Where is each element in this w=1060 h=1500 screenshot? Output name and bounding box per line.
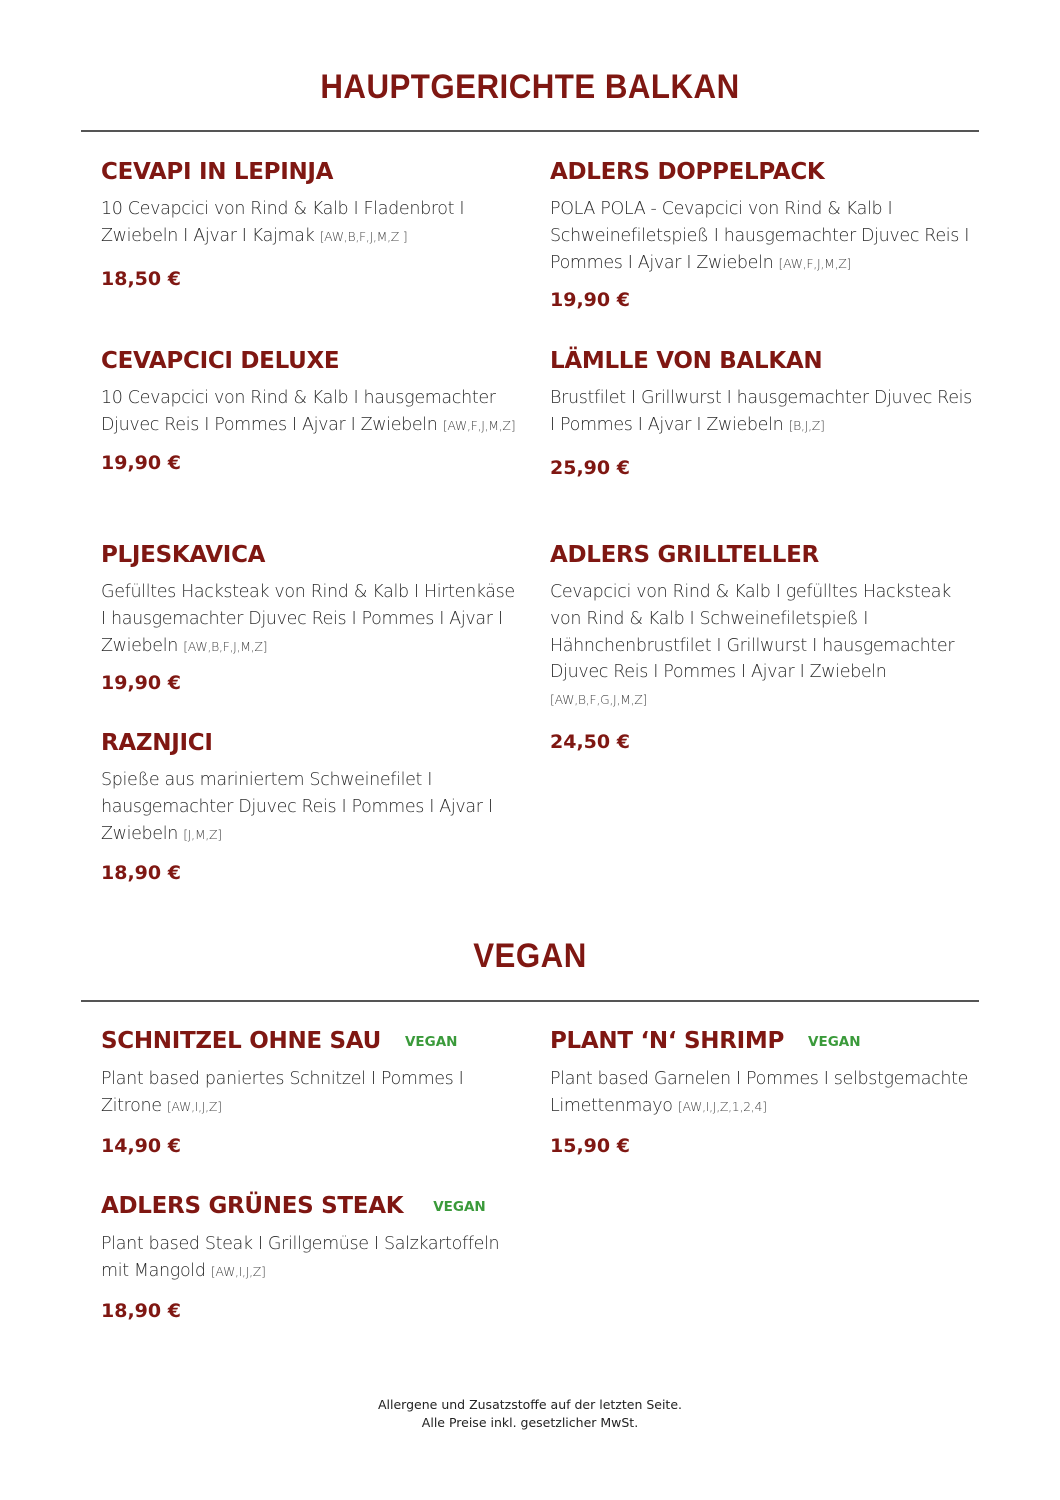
item-price: 19,90 € bbox=[101, 451, 181, 474]
item-description: Gefülltes Hacksteak von Rind & Kalb I Hirtenkäse I hausgemachter Djuvec Reis I Pommes I Ajvar I Zwiebeln [AW,B,F,J,M,Z] bbox=[101, 582, 515, 656]
item-description: 10 Cevapcici von Rind & Kalb I hausgemachter Djuvec Reis I Pommes I Ajvar I Zwiebeln [AW,F,J,M,Z] bbox=[101, 388, 516, 435]
vegan-badge: VEGAN bbox=[808, 1034, 861, 1050]
item-price: 18,50 € bbox=[101, 267, 181, 290]
menu-item-raznjici bbox=[101, 729, 521, 884]
section-title-vegan: VEGAN bbox=[473, 937, 587, 975]
item-name: PLJESKAVICA bbox=[101, 542, 266, 568]
vegan-badge: VEGAN bbox=[433, 1199, 486, 1215]
menu-item-schnitzel-ohne-sau bbox=[101, 1027, 521, 1157]
menu-item-adlers-grillteller bbox=[550, 541, 980, 753]
item-price: 19,90 € bbox=[101, 672, 181, 695]
item-price: 14,90 € bbox=[101, 1134, 181, 1157]
divider bbox=[81, 1000, 979, 1002]
item-description: Spieße aus mariniertem Schweinefilet I hausgemachter Djuvec Reis I Pommes I Ajvar I Zwiebeln [J,M,Z] bbox=[101, 770, 493, 844]
allergen-codes: [AW,I,J,Z] bbox=[166, 1098, 222, 1114]
item-price: 24,50 € bbox=[550, 730, 630, 753]
item-name-row: ADLERS GRÜNES STEAK VEGAN bbox=[101, 1193, 486, 1219]
menu-item-cevapi-in-lepinja bbox=[101, 158, 521, 290]
vegan-badge: VEGAN bbox=[404, 1034, 458, 1050]
allergen-codes: [AW,B,F,J,M,Z ] bbox=[319, 228, 408, 244]
footer-vat-note: Alle Preise inkl. gesetzlicher MwSt. bbox=[421, 1415, 639, 1430]
menu-item-laemlle-von-balkan bbox=[550, 347, 980, 479]
item-name: CEVAPI IN LEPINJA bbox=[101, 159, 334, 185]
allergen-codes: [AW,I,J,Z,1,2,4] bbox=[677, 1098, 767, 1114]
item-description: Plant based paniertes Schnitzel I Pommes I Zitrone [AW,I,J,Z] bbox=[101, 1069, 464, 1116]
item-price: 15,90 € bbox=[550, 1134, 630, 1157]
item-description: Plant based Steak I Grillgemüse I Salzkartoffeln mit Mangold [AW,I,J,Z] bbox=[101, 1234, 500, 1281]
item-description: POLA POLA - Cevapcici von Rind & Kalb I Schweinefiletspieß I hausgemachter Djuvec Reis I Pommes I Ajvar I Zwiebeln [AW,F,J,M,Z] bbox=[550, 199, 970, 273]
item-name: CEVAPCICI DELUXE bbox=[101, 348, 340, 374]
allergen-codes: [AW,I,J,Z] bbox=[210, 1263, 266, 1279]
item-name-row: PLANT ‘N‘ SHRIMP VEGAN bbox=[550, 1028, 861, 1054]
item-price: 25,90 € bbox=[550, 456, 630, 479]
footer-allergen-note: Allergene und Zusatzstoffe auf der letzten Seite. bbox=[378, 1397, 682, 1412]
allergen-codes: [AW,B,F,G,J,M,Z] bbox=[550, 692, 648, 708]
divider bbox=[81, 130, 979, 132]
menu-item-adlers-doppelpack bbox=[550, 158, 980, 311]
menu-item-cevapcici-deluxe bbox=[101, 347, 521, 474]
item-price: 18,90 € bbox=[101, 862, 181, 885]
allergen-codes: [AW,B,F,J,M,Z] bbox=[183, 638, 268, 654]
menu-item-adlers-gruenes-steak bbox=[101, 1192, 521, 1322]
item-price: 19,90 € bbox=[550, 289, 630, 312]
item-name: ADLERS DOPPELPACK bbox=[550, 159, 825, 185]
allergen-codes: [AW,F,J,M,Z] bbox=[442, 417, 516, 433]
allergen-codes: [J,M,Z] bbox=[183, 826, 222, 842]
item-name-row: SCHNITZEL OHNE SAU VEGAN bbox=[101, 1028, 458, 1054]
item-name: LÄMLLE VON BALKAN bbox=[550, 348, 823, 374]
item-description: Cevapcici von Rind & Kalb I gefülltes Hacksteak von Rind & Kalb I Schweinefiletspieß I Hähnchenbrustfilet I Grillwurst I hausgemachter Djuvec Reis I Pommes I Ajvar I Zwiebeln [AW,B,F,G,J,M,Z] bbox=[550, 582, 955, 708]
item-name: RAZNJICI bbox=[101, 730, 213, 756]
item-price: 18,90 € bbox=[101, 1299, 181, 1322]
section-title-hauptgerichte: HAUPTGERICHTE BALKAN bbox=[320, 68, 740, 106]
item-description: Brustfilet I Grillwurst I hausgemachter Djuvec Reis I Pommes I Ajvar I Zwiebeln [B,J,Z] bbox=[550, 388, 972, 435]
footer-note bbox=[0, 1396, 1060, 1432]
allergen-codes: [AW,F,J,M,Z] bbox=[778, 255, 852, 271]
menu-item-plant-n-shrimp bbox=[550, 1027, 980, 1157]
menu-item-pljeskavica bbox=[101, 541, 521, 694]
allergen-codes: [B,J,Z] bbox=[788, 417, 825, 433]
item-description: Plant based Garnelen I Pommes I selbstgemachte Limettenmayo [AW,I,J,Z,1,2,4] bbox=[550, 1069, 969, 1116]
item-description: 10 Cevapcici von Rind & Kalb I Fladenbrot I Zwiebeln I Ajvar I Kajmak [AW,B,F,J,M,Z ] bbox=[101, 199, 465, 246]
item-name: ADLERS GRILLTELLER bbox=[550, 542, 819, 568]
